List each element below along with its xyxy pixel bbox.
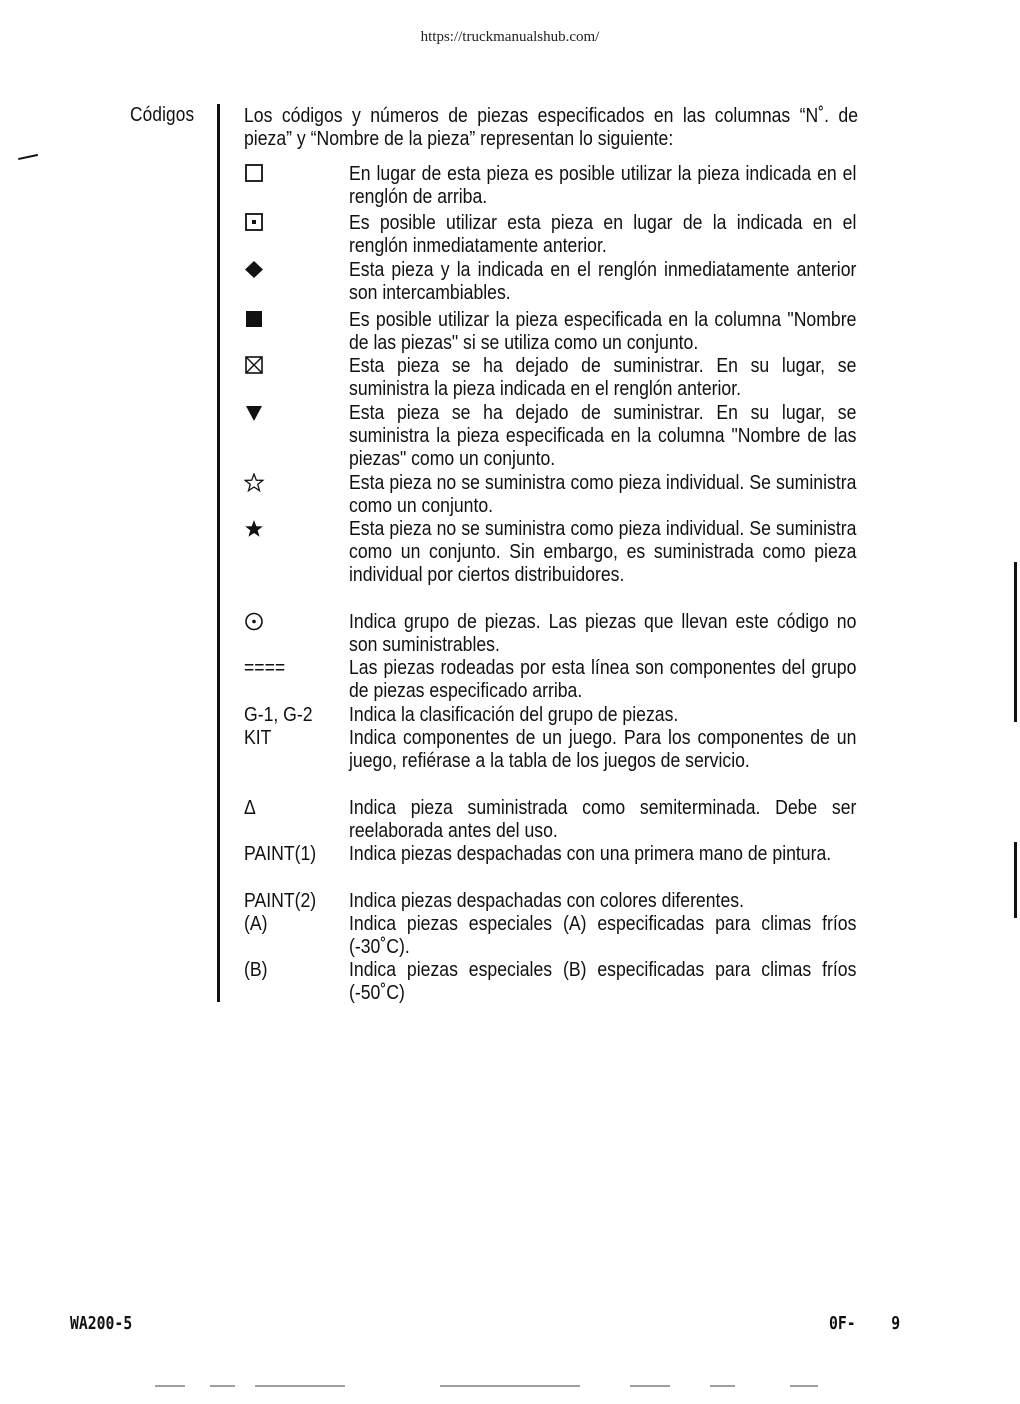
- filled-square-icon: [244, 310, 268, 330]
- footer-page-number: 9: [891, 1313, 901, 1334]
- code-description: Esta pieza no se suministra como pieza individual. Se suministra como un conjunto.: [349, 471, 857, 517]
- code-description: Esta pieza y la indicada en el renglón inmediatamente anterior son intercambiables.: [349, 258, 857, 304]
- code-label: (B): [244, 958, 268, 981]
- code-description: Indica componentes de un juego. Para los componentes de un juego, refiérase a la tabla de los juegos de servicio.: [349, 726, 857, 772]
- code-label: G-1, G-2: [244, 703, 313, 726]
- dotted-square-icon: [244, 213, 268, 233]
- footer-model: WA200-5: [70, 1313, 133, 1334]
- code-description: Indica piezas despachadas con colores diferentes.: [349, 889, 744, 912]
- code-description: Es posible utilizar la pieza especificada en la columna "Nombre de las piezas" si se utiliza como un conjunto.: [349, 308, 857, 354]
- edge-bar: [1014, 842, 1017, 918]
- edge-bar: [1014, 562, 1017, 722]
- code-label: (A): [244, 912, 268, 935]
- code-label: PAINT(2): [244, 889, 317, 912]
- code-description: Esta pieza no se suministra como pieza individual. Se suministra como un conjunto. Sin embargo, es suministrada como pieza individual por ciertos distribuidores.: [349, 517, 857, 586]
- code-label: KIT: [244, 726, 272, 749]
- intro-paragraph: Los códigos y números de piezas especificados en las columnas “N˚. de pieza” y “Nombre de la pieza” representan lo siguiente:: [244, 104, 859, 150]
- code-description: Indica grupo de piezas. Las piezas que llevan este código no son suministrables.: [349, 610, 857, 656]
- code-description: Esta pieza se ha dejado de suministrar. En su lugar, se suministra la pieza especificada en la columna "Nombre de las piezas" como un conjunto.: [349, 401, 857, 470]
- code-description: Indica piezas despachadas con una primera mano de pintura.: [349, 842, 832, 865]
- code-description: En lugar de esta pieza es posible utilizar la pieza indicada en el renglón de arriba.: [349, 162, 857, 208]
- code-description: Es posible utilizar esta pieza en lugar de la indicada en el renglón inmediatamente anterior.: [349, 211, 857, 257]
- circle-dot-icon: [244, 612, 268, 632]
- code-label: PAINT(1): [244, 842, 317, 865]
- empty-square-icon: [244, 164, 268, 184]
- code-description: Indica pieza suministrada como semiterminada. Debe ser reelaborada antes del uso.: [349, 796, 857, 842]
- footer-page: [829, 1313, 900, 1334]
- section-divider: [217, 104, 220, 1002]
- down-triangle-icon: [244, 403, 268, 423]
- code-description: Indica la clasificación del grupo de piezas.: [349, 703, 679, 726]
- code-description: Indica piezas especiales (B) especificadas para climas fríos (-50˚C): [349, 958, 857, 1004]
- section-label: Códigos: [130, 104, 195, 126]
- scan-mark: [18, 154, 38, 160]
- footer-page-prefix: 0F-: [829, 1313, 856, 1334]
- code-label: ====: [244, 656, 286, 679]
- scan-bottom-marks: [150, 1384, 830, 1388]
- outline-star-icon: [244, 473, 268, 493]
- filled-star-icon: [244, 519, 268, 539]
- crossed-square-icon: [244, 356, 268, 376]
- code-description: Las piezas rodeadas por esta línea son componentes del grupo de piezas especificado arriba.: [349, 656, 857, 702]
- code-description: Indica piezas especiales (A) especificadas para climas fríos (-30˚C).: [349, 912, 857, 958]
- source-url: https://truckmanualshub.com/: [420, 29, 600, 45]
- code-label: Δ: [244, 796, 256, 819]
- diamond-icon: [244, 260, 268, 280]
- code-description: Esta pieza se ha dejado de suministrar. En su lugar, se suministra la pieza indicada en el renglón anterior.: [349, 354, 857, 400]
